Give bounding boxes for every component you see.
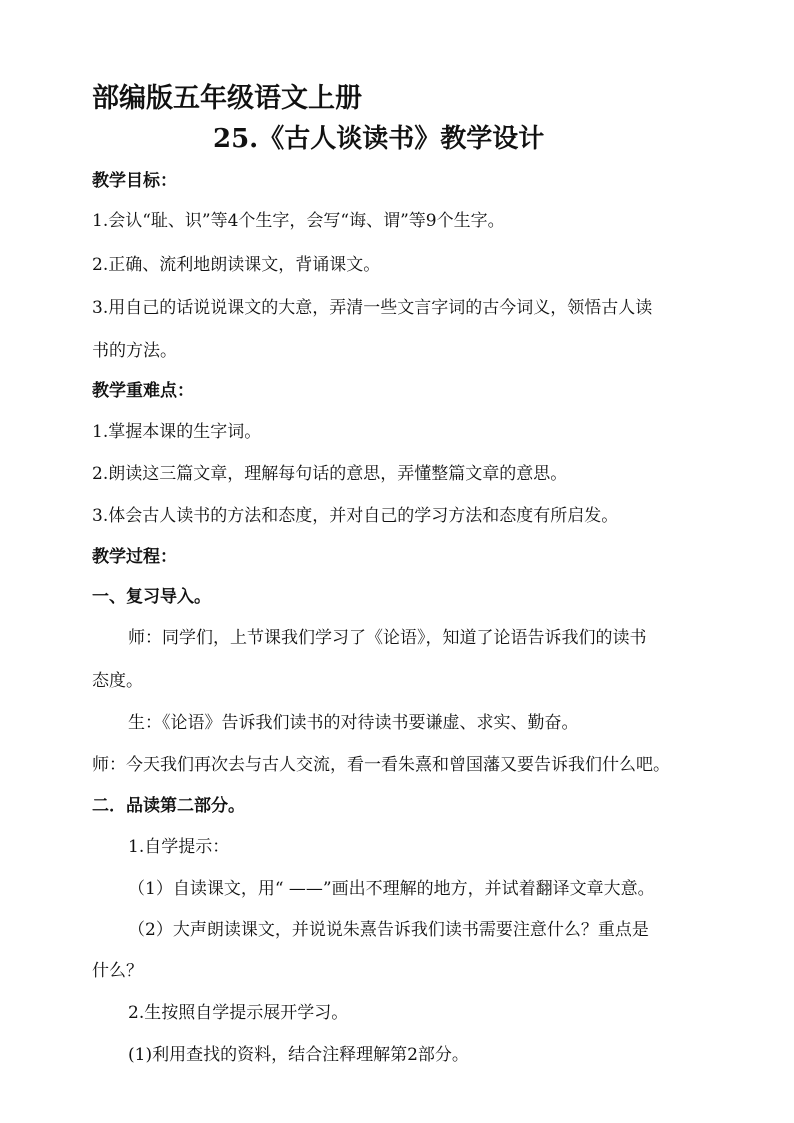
section-heading: 一、复习导入。 [92, 587, 211, 607]
goal-item: 1.会认“耻、识”等4个生字，会写“诲、谓”等9个生字。 [92, 211, 505, 231]
key-point-item: 1.掌握本课的生字词。 [92, 422, 262, 442]
section-heading: 二．品读第二部分。 [92, 796, 245, 816]
sub-step-item-continued: 什么？ [92, 961, 143, 981]
paragraph: 师：今天我们再次去与古人交流，看一看朱熹和曾国藩又要告诉我们什么吧。 [92, 755, 670, 775]
sub-step-item: (1)利用查找的资料，结合注释理解第2部分。 [128, 1045, 469, 1065]
key-point-item: 2.朗读这三篇文章，理解每句话的意思，弄懂整篇文章的意思。 [92, 464, 568, 484]
key-point-item: 3.体会古人读书的方法和态度，并对自己的学习方法和态度有所启发。 [92, 506, 619, 526]
goals-heading: 教学目标： [92, 171, 177, 191]
goal-item: 3.用自己的话说说课文的大意，弄清一些文言字词的古今词义，领悟古人读 [92, 298, 653, 318]
paragraph: 师：同学们，上节课我们学习了《论语》，知道了论语告诉我们的读书 [128, 628, 647, 648]
goal-item-continued: 书的方法。 [92, 341, 177, 361]
paragraph: 生：《论语》告诉我们读书的对待读书要谦虚、求实、勤奋。 [128, 713, 579, 733]
key-points-heading: 教学重难点： [92, 381, 194, 401]
lesson-title: 25.《古人谈读书》教学设计 [213, 124, 545, 154]
process-heading: 教学过程： [92, 547, 177, 567]
step-item: 2.生按照自学提示展开学习。 [128, 1003, 349, 1023]
goal-item: 2.正确、流利地朗读课文，背诵课文。 [92, 255, 381, 275]
sub-step-item: （1）自读课文，用“ ——”画出不理解的地方，并试着翻译文章大意。 [128, 879, 655, 899]
paragraph-continued: 态度。 [92, 671, 143, 691]
document-title: 部编版五年级语文上册 [92, 83, 362, 114]
sub-step-item: （2）大声朗读课文，并说说朱熹告诉我们读书需要注意什么？重点是 [128, 920, 649, 940]
step-item: 1.自学提示： [128, 837, 230, 857]
